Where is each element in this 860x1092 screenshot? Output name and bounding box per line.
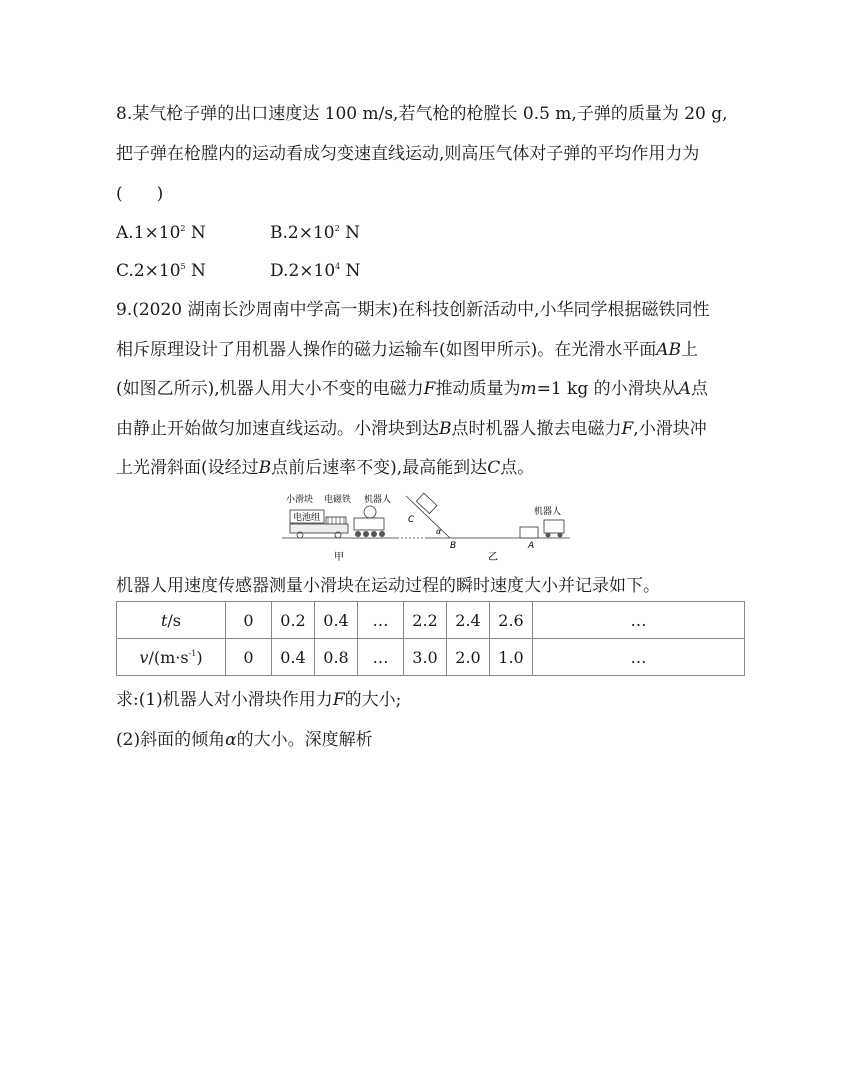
table-cell: 2.4 xyxy=(447,602,490,639)
label-block: 小滑块 xyxy=(286,495,314,505)
q8-text-line2: 把子弹在枪膛内的运动看成匀变速直线运动,则高压气体对子弹的平均作用力为 xyxy=(116,144,700,164)
label-c: C xyxy=(408,515,415,525)
experiment-figure xyxy=(282,490,582,566)
label-jia: 甲 xyxy=(334,552,344,563)
q8-text-line1: 8.某气枪子弹的出口速度达 100 m/s,若气枪的枪膛长 0.5 m,子弹的质量为 20 g, xyxy=(116,104,728,124)
label-a: A xyxy=(528,541,535,551)
table-cell: 2.6 xyxy=(490,602,533,639)
option-b[interactable]: $B.2\times 10^2$ N xyxy=(270,223,360,243)
label-alpha: α xyxy=(436,527,442,536)
table-cell: 2.2 xyxy=(404,602,447,639)
table-cell: 0 xyxy=(226,639,272,676)
table-row-velocity xyxy=(117,639,745,676)
table-cell: 0.2 xyxy=(272,602,315,639)
table-row-time xyxy=(117,602,745,639)
table-cell: … xyxy=(358,639,404,676)
robot-body xyxy=(354,518,384,530)
table-cell: 1.0 xyxy=(490,639,533,676)
velocity-table xyxy=(116,601,745,676)
label-robot2: 机器人 xyxy=(534,507,562,517)
q8-answer-blank: ( ) xyxy=(116,184,164,204)
table-cell: 0.4 xyxy=(272,639,315,676)
q9-text-line2: 相斥原理设计了用机器人操作的磁力运输车(如图甲所示)。在光滑水平面AB上 xyxy=(116,340,699,360)
table-cell: 0.4 xyxy=(315,602,358,639)
q9-text-line3: (如图乙所示),机器人用大小不变的电磁力F推动质量为m=1 kg 的小滑块从A点 xyxy=(116,379,708,399)
cart-body xyxy=(290,524,348,533)
q9-question-2: (2)斜面的倾角α的大小。深度解析 xyxy=(116,730,373,750)
table-cell: … xyxy=(533,602,745,639)
figure-jia xyxy=(282,493,397,563)
q9-text-line5: 上光滑斜面(设经过B点前后速率不变),最高能到达C点。 xyxy=(116,458,535,478)
label-b: B xyxy=(450,541,457,551)
q9-text-line1: 9.(2020 湖南长沙周南中学高一期末)在科技创新活动中,小华同学根据磁铁同性 xyxy=(116,300,710,320)
row-header-velocity: $v/(m\cdot s^{-1})$ xyxy=(117,639,226,676)
table-cell: 0 xyxy=(226,602,272,639)
label-yi: 乙 xyxy=(488,552,498,563)
block-on-incline xyxy=(416,493,437,513)
q9-text-line4: 由静止开始做匀加速直线运动。小滑块到达B点时机器人撤去电磁力F,小滑块冲 xyxy=(116,419,707,439)
q9-question-1: 求:(1)机器人对小滑块作用力F的大小; xyxy=(116,690,402,710)
label-magnet: 电磁铁 xyxy=(324,495,352,505)
table-cell: 2.0 xyxy=(447,639,490,676)
option-d[interactable]: $D.2\times 10^4$ N xyxy=(270,261,361,281)
table-cell: … xyxy=(358,602,404,639)
q9-text-line6: 机器人用速度传感器测量小滑块在运动过程的瞬时速度大小并记录如下。 xyxy=(116,576,660,596)
robot-yi xyxy=(544,520,564,533)
q8-options-row1 xyxy=(116,221,360,245)
table-cell: 0.8 xyxy=(315,639,358,676)
q8-options-row2 xyxy=(116,259,361,283)
label-robot: 机器人 xyxy=(364,495,392,505)
block-at-a xyxy=(520,527,538,538)
figure-yi xyxy=(397,493,570,563)
option-a[interactable]: $A.1\times 10^2$ N xyxy=(116,223,206,243)
row-header-time: t/s xyxy=(117,602,226,639)
table-cell: … xyxy=(533,639,745,676)
table-cell: 3.0 xyxy=(404,639,447,676)
option-c[interactable]: $C.2\times 10^5$ N xyxy=(116,261,206,281)
label-battery: 电池组 xyxy=(293,513,321,523)
robot-head xyxy=(364,506,376,518)
